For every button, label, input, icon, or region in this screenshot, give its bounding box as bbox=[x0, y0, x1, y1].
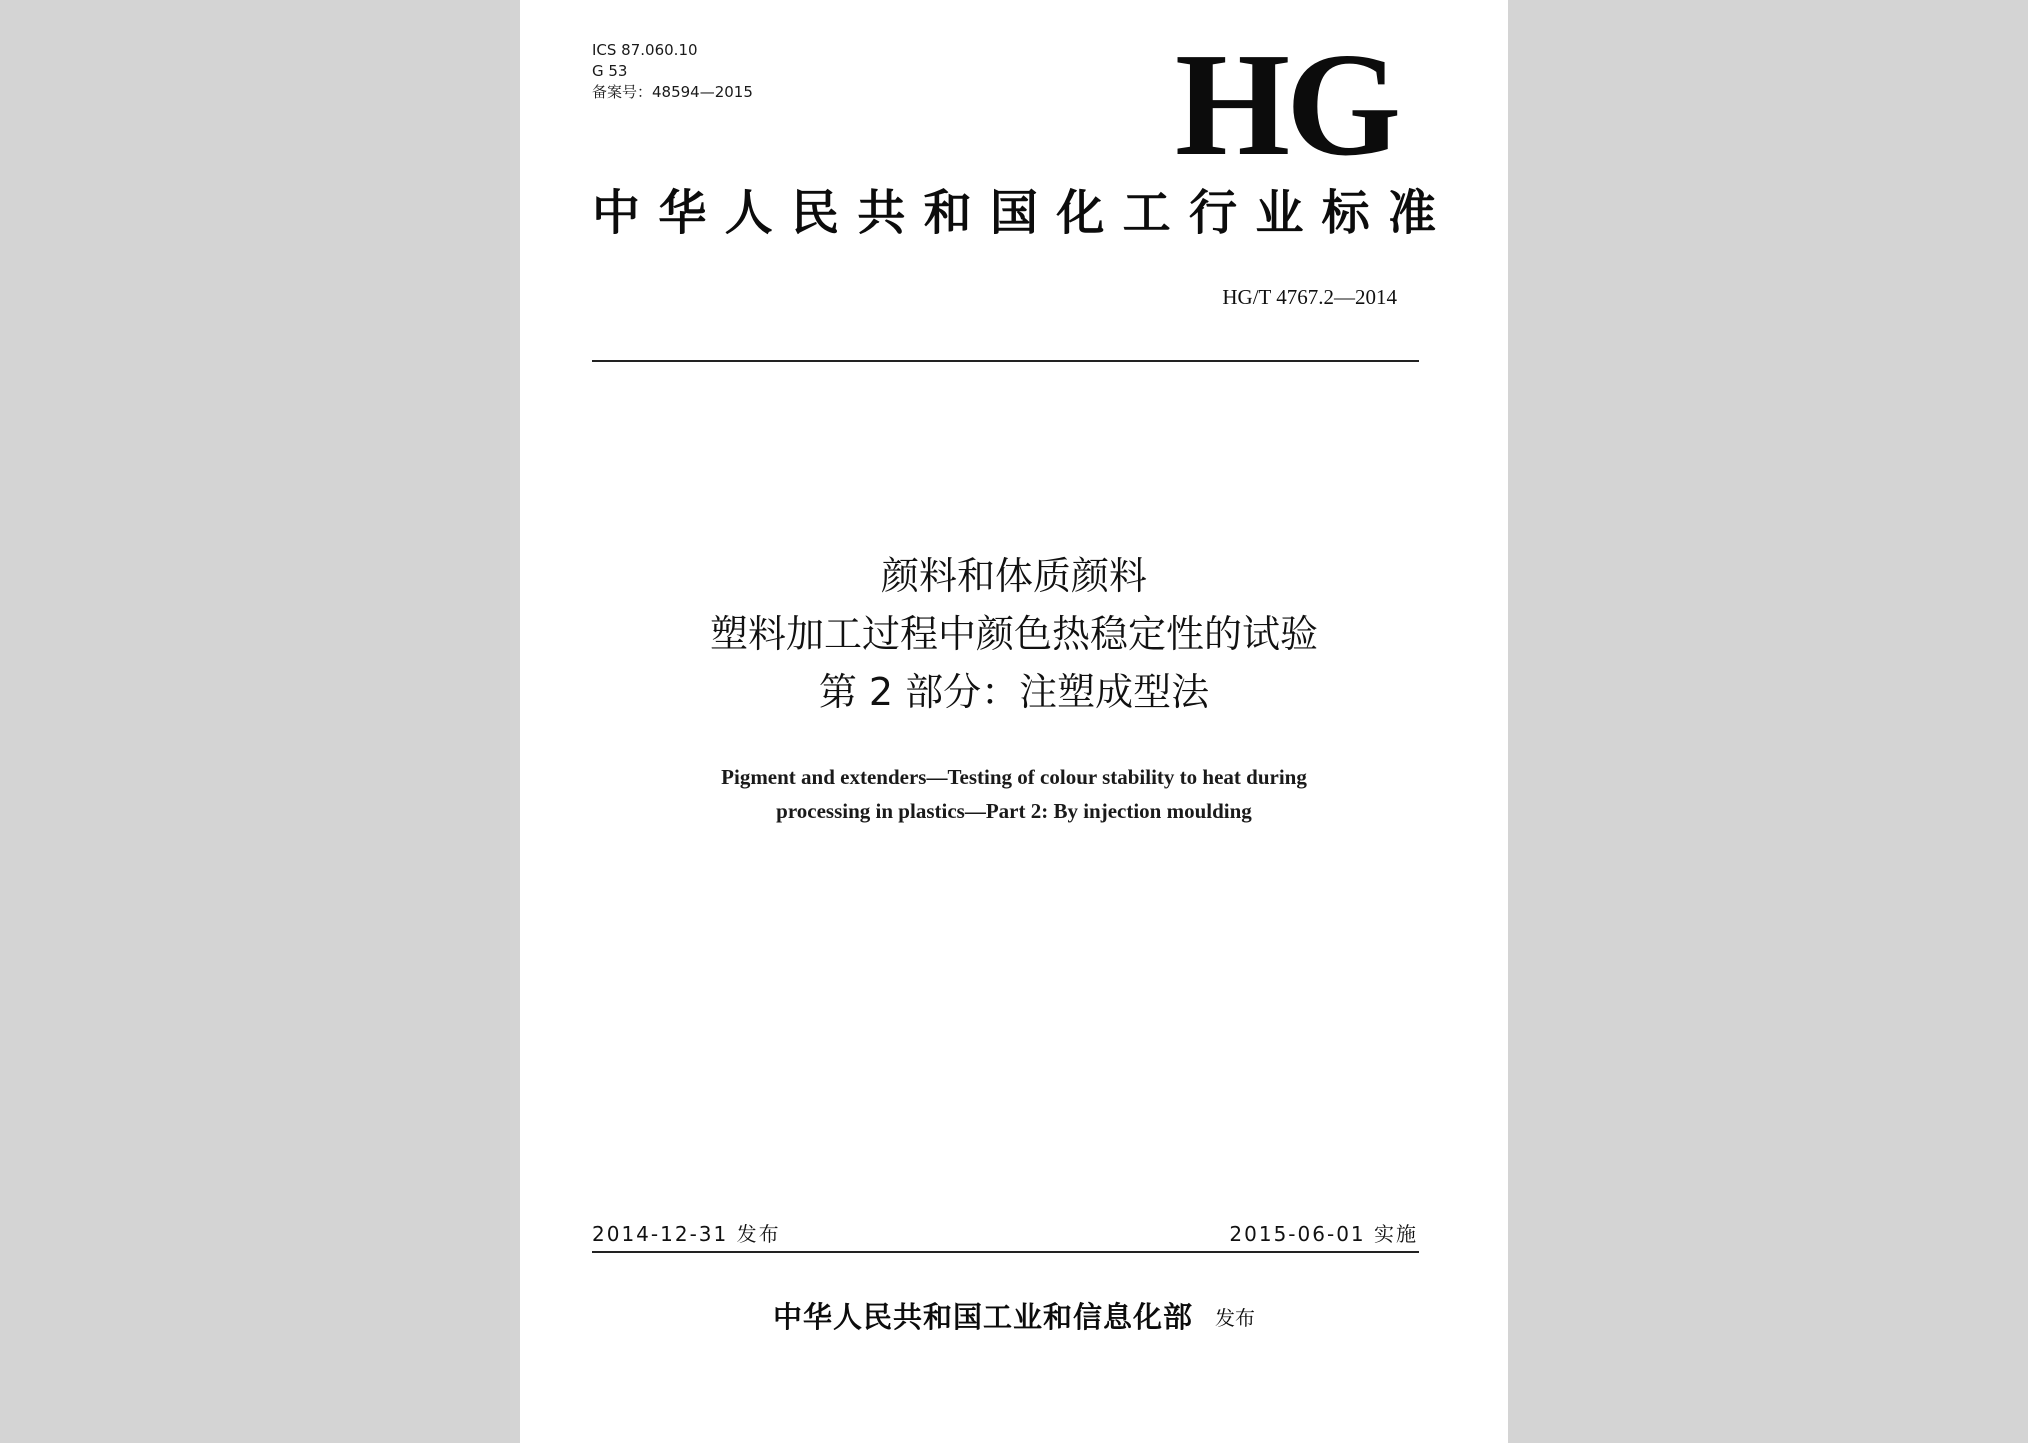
record-number: 备案号：48594—2015 bbox=[592, 83, 753, 101]
ics-code: ICS 87.060.10 bbox=[592, 41, 698, 59]
standard-category-title: 中华人民共和国化工行业标准 bbox=[592, 185, 1438, 241]
english-title-line: Pigment and extenders—Testing of colour stability to heat during bbox=[721, 765, 1307, 789]
chinese-title bbox=[520, 547, 1508, 721]
issuer-line bbox=[520, 1297, 1508, 1338]
english-title-line: processing in plastics—Part 2: By injection moulding bbox=[776, 799, 1252, 823]
chinese-title-line: 塑料加工过程中颜色热稳定性的试验 bbox=[709, 612, 1318, 656]
issuer-organization: 中华人民共和国工业和信息化部 bbox=[772, 1300, 1193, 1334]
classification-block bbox=[592, 40, 753, 103]
standard-number: HG/T 4767.2—2014 bbox=[1222, 285, 1397, 309]
document-page bbox=[520, 0, 1508, 1443]
ccs-code: G 53 bbox=[592, 62, 628, 80]
footer-divider bbox=[592, 1251, 1419, 1253]
header-divider bbox=[592, 360, 1419, 362]
hg-logo: HG bbox=[1175, 23, 1398, 187]
chinese-title-line: 颜料和体质颜料 bbox=[880, 554, 1147, 598]
issuer-suffix: 发布 bbox=[1215, 1306, 1255, 1330]
chinese-title-line: 第 2 部分：注塑成型法 bbox=[818, 670, 1210, 714]
implementation-date: 2015-06-01 实施 bbox=[1229, 1222, 1418, 1246]
english-title bbox=[520, 760, 1508, 828]
release-date: 2014-12-31 发布 bbox=[592, 1222, 781, 1246]
